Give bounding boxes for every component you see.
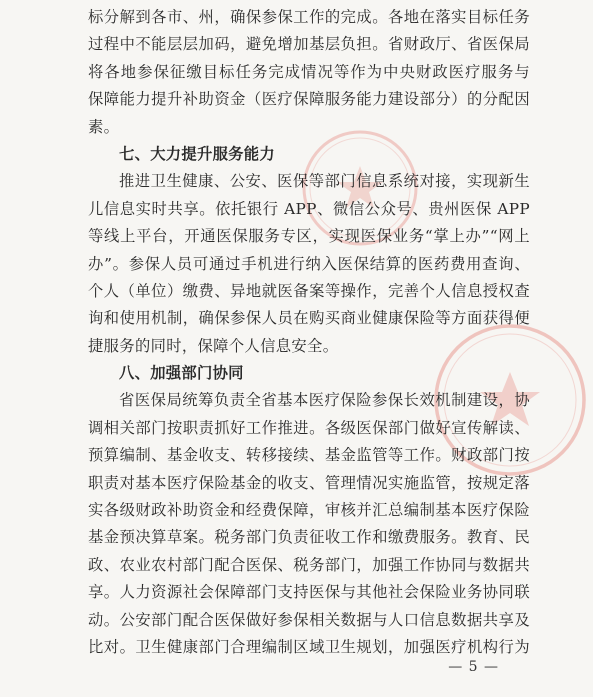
body-line: 办”。参保人员可通过手机进行纳入医保结算的医药费用查询、	[88, 254, 530, 273]
body-line: 儿信息实时共享。依托银行 APP、微信公众号、贵州医保 APP	[88, 199, 530, 218]
page-number: — 5 —	[448, 659, 499, 675]
section-heading-8: 八、加强部门协同	[119, 364, 244, 383]
body-line: 素。	[88, 117, 120, 136]
body-line: 预算编制、基金收支、转移接续、基金监管等工作。财政部门按	[88, 446, 530, 465]
body-line: 动。公安部门配合医保做好参保相关数据与人口信息数据共享及	[88, 610, 530, 629]
body-line: 将各地参保征缴目标任务完成情况等作为中央财政医疗服务与	[88, 62, 530, 81]
body-line: 政、农业农村部门配合医保、税务部门，加强工作协同与数据共	[88, 555, 530, 574]
body-line: 标分解到各市、州，确保参保工作的完成。各地在落实目标任务	[88, 8, 530, 26]
body-line: 捷服务的同时，保障个人信息安全。	[88, 336, 339, 355]
document-body	[88, 4, 530, 661]
body-line: 推进卫生健康、公安、医保等部门信息系统对接，实现新生	[119, 172, 530, 191]
body-line: 等线上平台，开通医保服务专区，实现医保业务“掌上办”“网上	[88, 227, 530, 246]
body-line: 保障能力提升补助资金（医疗保障服务能力建设部分）的分配因	[88, 90, 530, 109]
body-line: 询和使用机制，确保参保人员在购买商业健康保险等方面获得便	[88, 309, 530, 328]
body-line: 比对。卫生健康部门合理编制区域卫生规划，加强医疗机构行为	[88, 637, 530, 656]
body-line: 省医保局统筹负责全省基本医疗保险参保长效机制建设，协	[119, 391, 530, 410]
section-heading-7: 七、大力提升服务能力	[119, 144, 275, 163]
body-line: 享。人力资源社会保障部门支持医保与其他社会保险业务协同联	[88, 583, 530, 602]
body-line: 实各级财政补助资金和经费保障，审核并汇总编制基本医疗保险	[88, 501, 530, 520]
body-line: 基金预决算草案。税务部门负责征收工作和缴费服务。教育、民	[88, 528, 530, 547]
body-line: 个人（单位）缴费、异地就医备案等操作，完善个人信息授权查	[88, 281, 530, 300]
body-line: 调相关部门按职责抓好工作推进。各级医保部门做好宣传解读、	[88, 418, 530, 437]
body-line: 过程中不能层层加码，避免增加基层负担。省财政厅、省医保局	[88, 35, 530, 54]
body-line: 职责对基本医疗保险基金的收支、管理情况实施监管，按规定落	[88, 473, 530, 492]
